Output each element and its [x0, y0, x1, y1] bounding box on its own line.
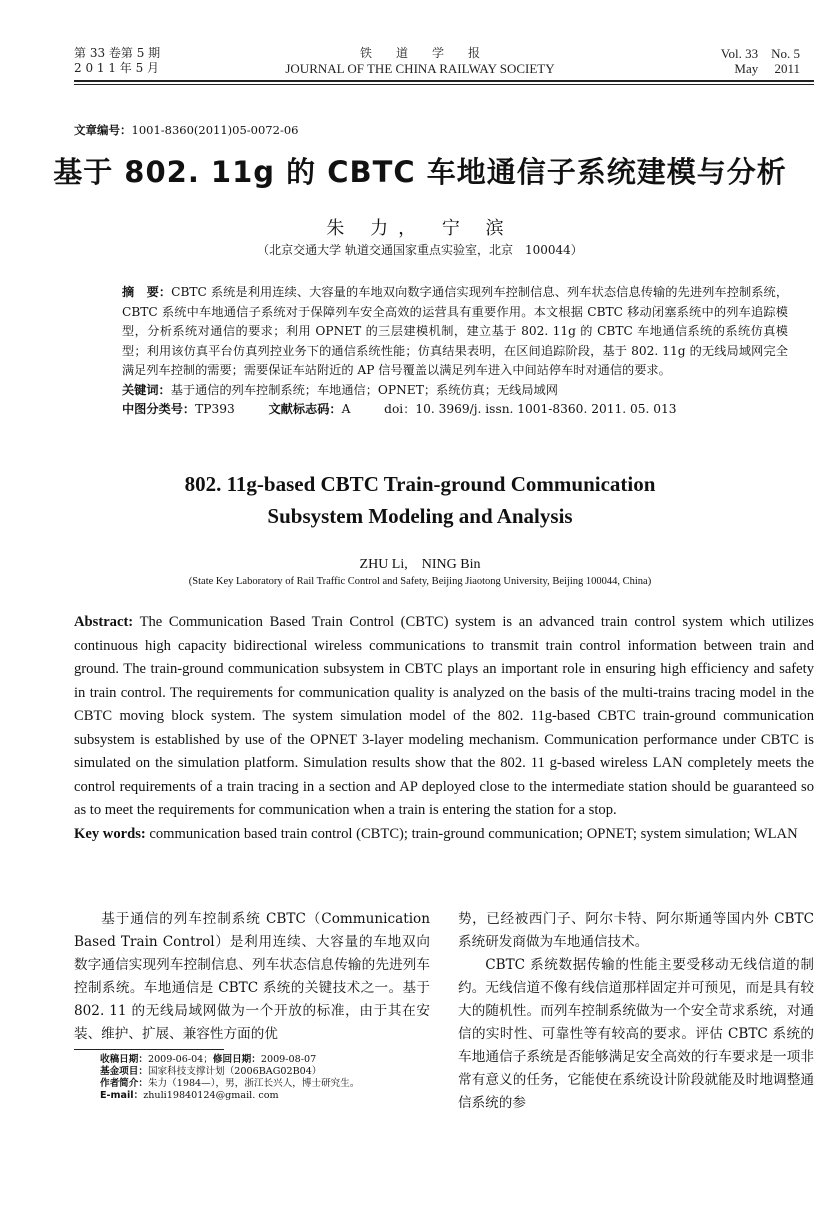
revised-label: 修回日期：: [212, 1054, 261, 1065]
body-right-column: [458, 908, 814, 1115]
keywords-en-label: Key words:: [74, 825, 146, 842]
article-id-label: 文章编号：: [74, 123, 132, 137]
doc-code-label: 文献标志码：: [268, 402, 342, 416]
revised-value: 2009-08-07: [260, 1054, 317, 1065]
doi: doi：10. 3969/j. issn. 1001-8360. 2011. 05. 013: [384, 402, 677, 416]
author-bio-label: 作者简介：: [100, 1078, 148, 1089]
keywords-cn-text: 基于通信的列车控制系统；车地通信；OPNET；系统仿真；无线局域网: [170, 382, 558, 397]
abstract-en-text: The Communication Based Train Control (CBTC) system is an advanced train control system which utilizes continuous high capacity bidirectional wireless communications to transmit train control information between train and ground. The train-ground communication subsystem in CBTC plays an important role in ensuring high efficiency and safety in train control. The requirements for communication quality is analyzed on the basis of the multi-trains tracing model in the CBTC moving block system. The system simulation model of the 802. 11g-based CBTC train-ground communication subsystem is established by use of the OPNET 3-layer modeling mechanism. Communication performance under CBTC is simulated on the simulation platform. Simulation results show that the 802. 11 g-based wireless LAN completely meets the control requirements of a train tracing in a section and AP deployed close to the intermediate station should be guaranteed so as to meet the requirements for communication when a train is entering the station for a stop.: [74, 614, 814, 818]
classification-label: 中图分类号：: [122, 402, 196, 416]
abstract-en: [74, 611, 814, 846]
footnote-dates: [100, 1054, 440, 1066]
abstract-en-body: [74, 611, 814, 823]
header-journal-en: JOURNAL OF THE CHINA RAILWAY SOCIETY: [285, 61, 555, 76]
body-paragraph: 基于通信的列车控制系统 CBTC（Communication Based Train Control）是利用连续、大容量的车地双向数字通信实现列车控制信息、列车状态信息传输的先进列车控制系统。车地通信是 CBTC 系统的关键技术之一。基于 802. 11 的无线局域网做为一个开放的标准，由于其在安装、维护、扩展、兼容性方面的优: [74, 911, 430, 1042]
classification-line: [122, 400, 788, 420]
header-issue-line2: May 2011: [734, 61, 800, 76]
header-issue-line1: Vol. 33 No. 5: [720, 46, 800, 61]
keywords-cn: [122, 381, 788, 401]
keywords-cn-label: 关键词：: [122, 382, 171, 397]
abstract-cn: [122, 283, 788, 420]
authors-en: ZHU Li, NING Bin: [359, 557, 481, 572]
footnote-author: [100, 1078, 440, 1090]
fund-value: 国家科技支撑计划（2006BAG02B04）: [147, 1066, 322, 1077]
footnote-email: [100, 1090, 440, 1102]
abstract-cn-text: CBTC 系统是利用连续、大容量的车地双向数字通信实现列车控制信息、列车状态信息传输的先进列车控制系统，CBTC 系统中车地通信子系统对于保障列车安全高效的运营具有重要作用。本文根据 CBTC 移动闭塞系统中的列车追踪模型，分析系统对通信的要求；利用 OPNET 的三层建模机制，建立基于 802. 11g 的 CBTC 车地通信系统的系统仿真模型；利用该仿真平台仿真列控业务下的通信系统性能；仿真结果表明，在区间追踪阶段，基于 802. 11g 的无线局域网完全满足列车控制的需要；需要保证车站附近的 AP 信号覆盖以满足列车进入中间站停车时对通信的要求。: [122, 285, 789, 377]
body-paragraph: CBTC 系统数据传输的性能主要受移动无线信道的制约。无线信道不像有线信道那样固定并可预见，而是具有较大的随机性。而列车控制系统做为一个安全苛求系统，对通信的实时性、可靠性等有较高的要求。评估 CBTC 系统的车地通信子系统是否能够满足安全高效的行车要求是一项非常有意义的任务，它能使在系统设计阶段就能及时地调整通信系统的参: [458, 957, 814, 1111]
fund-label: 基金项目：: [100, 1066, 148, 1077]
footnote-rule: [74, 1049, 224, 1050]
title-en-line1: 802. 11g-based CBTC Train-ground Communication: [184, 472, 656, 496]
article-id-value: 1001-8360(2011)05-0072-06: [131, 123, 299, 137]
header-journal-cn: 铁 道 学 报: [359, 46, 480, 60]
header-journal: [0, 46, 840, 76]
keywords-en: [74, 823, 814, 847]
authors-cn: 朱 力， 宁 滨: [326, 218, 514, 239]
author-bio-value: 朱力（1984—），男，浙江长兴人，博士研究生。: [147, 1078, 360, 1089]
affiliation-cn: （北京交通大学 轨道交通国家重点实验室，北京 100044）: [257, 243, 583, 257]
doc-code-value: A: [341, 402, 351, 416]
header-rule-thick: [74, 80, 814, 82]
header-rule-thin: [74, 84, 814, 85]
abstract-cn-label: 摘 要：: [122, 285, 172, 299]
received-label: 收稿日期：: [100, 1054, 148, 1065]
title-en: [0, 468, 840, 532]
title-en-line2: Subsystem Modeling and Analysis: [267, 504, 573, 528]
abstract-cn-body: [122, 283, 788, 381]
header-volume-line2: 2 0 1 1 年 5 月: [74, 61, 160, 75]
header-volume-line1: 第 33 卷第 5 期: [74, 46, 161, 60]
body-left-column: [74, 908, 430, 1046]
email-label: E-mail：: [100, 1090, 144, 1101]
affiliation-en: (State Key Laboratory of Rail Traffic Control and Safety, Beijing Jiaotong University, Beijing 100044, China): [188, 576, 652, 587]
classification-value: TP393: [195, 402, 235, 416]
footnote-fund: [100, 1066, 440, 1078]
header-issue: [721, 46, 800, 76]
keywords-en-text: communication based train control (CBTC); train-ground communication; OPNET; system simulation; WLAN: [145, 825, 798, 842]
title-cn: 基于 802. 11g 的 CBTC 车地通信子系统建模与分析: [53, 155, 787, 189]
abstract-en-label: Abstract:: [74, 614, 134, 630]
article-id: [74, 122, 298, 138]
footnote: [100, 1054, 440, 1102]
body-paragraph: 势，已经被西门子、阿尔卡特、阿尔斯通等国内外 CBTC 系统研发商做为车地通信技术。: [458, 911, 814, 950]
received-value: 2009-06-04；: [147, 1054, 213, 1065]
email-value: zhuli19840124@gmail. com: [143, 1090, 279, 1101]
